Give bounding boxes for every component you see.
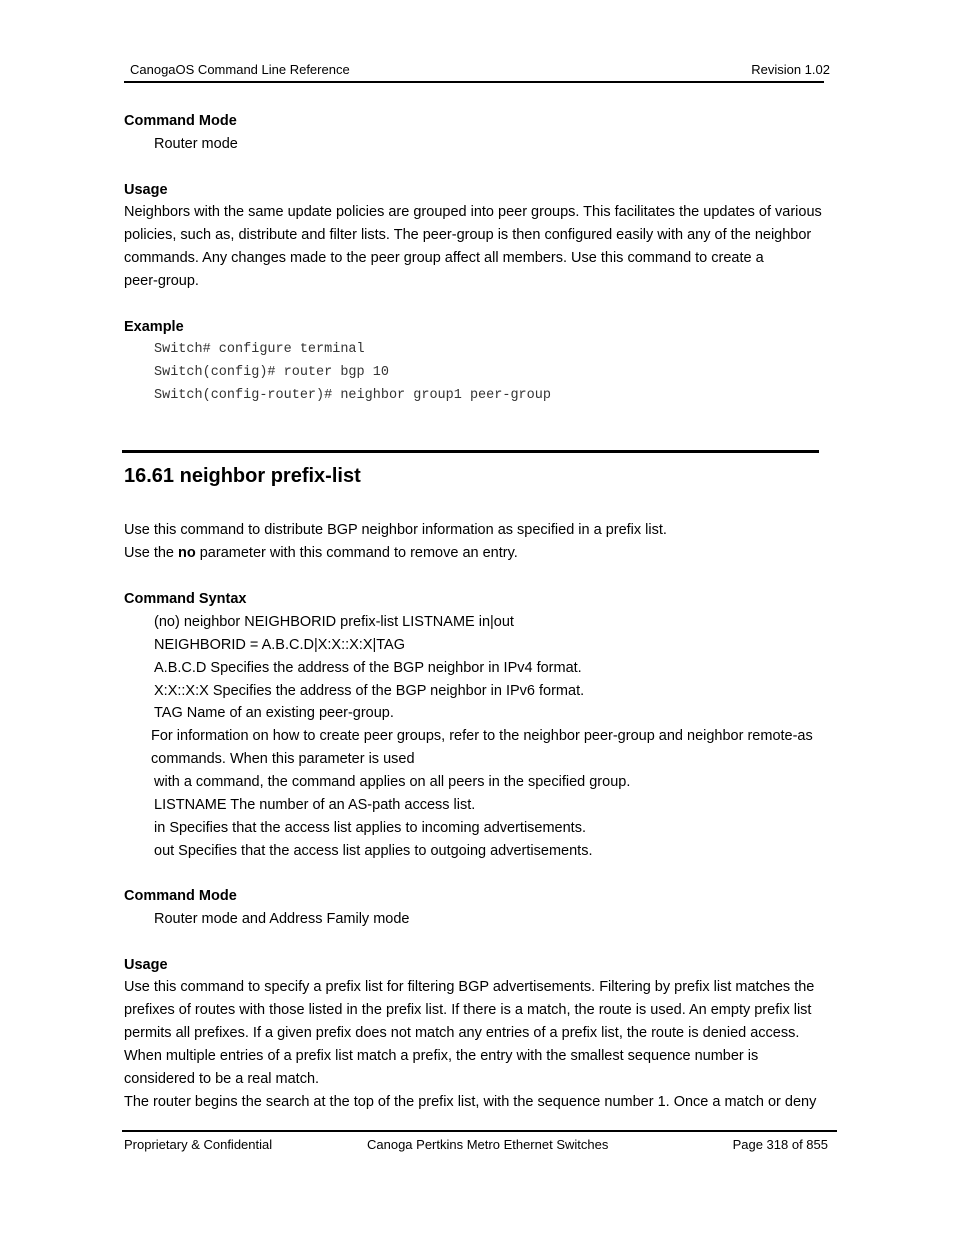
- prev-usage-paragraph: [124, 201, 836, 293]
- no-keyword: no: [178, 545, 196, 561]
- header-revision: Revision 1.02: [751, 62, 830, 77]
- section-rule: [122, 450, 819, 453]
- command-mode-heading: Command Mode: [124, 888, 237, 904]
- syntax-line: For information on how to create peer groups, refer to the neighbor peer-group and neighbor remote-as: [151, 728, 813, 744]
- command-mode-text: Router mode and Address Family mode: [154, 911, 410, 927]
- footer-rule: [122, 1130, 837, 1132]
- header-rule: [124, 81, 824, 83]
- usage-line: permits all prefixes. If a given prefix does not match any entries of a prefix list, the route is denied access.: [124, 1025, 800, 1041]
- prev-command-mode-heading: Command Mode: [124, 113, 237, 129]
- syntax-line: out Specifies that the access list applies to outgoing advertisements.: [154, 843, 593, 859]
- prev-command-mode-text: Router mode: [154, 136, 238, 152]
- footer-left: Proprietary & Confidential: [124, 1137, 273, 1152]
- usage-line: The router begins the search at the top of the prefix list, with the sequence number 1. Once a match or deny: [124, 1094, 817, 1110]
- example-code-line: Switch# configure terminal: [154, 342, 365, 357]
- example-code-line: Switch(config-router)# neighbor group1 peer-group: [154, 388, 551, 403]
- syntax-line: LISTNAME The number of an AS-path access list.: [154, 797, 476, 813]
- usage-paragraph: [124, 976, 836, 1114]
- syntax-line: X:X::X:X Specifies the address of the BGP neighbor in IPv6 format.: [154, 683, 585, 699]
- intro-text: Use the: [124, 545, 178, 561]
- usage-line: considered to be a real match.: [124, 1071, 320, 1087]
- prev-usage-line: commands. Any changes made to the peer group affect all members. Use this command to create a: [124, 250, 764, 266]
- prev-usage-line: policies, such as, distribute and filter lists. The peer-group is then configured easily with any of the neighbor: [124, 227, 812, 243]
- syntax-line: with a command, the command applies on all peers in the specified group.: [154, 774, 631, 790]
- footer-page-number: Page 318 of 855: [732, 1137, 828, 1152]
- intro-text: parameter with this command to remove an entry.: [195, 545, 518, 561]
- prev-usage-heading: Usage: [124, 182, 168, 198]
- example-code-line: Switch(config)# router bgp 10: [154, 365, 389, 380]
- usage-line: When multiple entries of a prefix list match a prefix, the entry with the smallest sequence number is: [124, 1048, 759, 1064]
- header-title: CanogaOS Command Line Reference: [130, 62, 350, 77]
- syntax-line: TAG Name of an existing peer-group.: [154, 705, 394, 721]
- syntax-line: commands. When this parameter is used: [151, 751, 415, 767]
- prev-usage-line: Neighbors with the same update policies are grouped into peer groups. This facilitates the updates of various: [124, 204, 822, 220]
- usage-heading: Usage: [124, 957, 168, 973]
- syntax-line: in Specifies that the access list applies to incoming advertisements.: [154, 820, 586, 836]
- section-title: 16.61 neighbor prefix-list: [124, 465, 361, 487]
- footer-center: Canoga Pertkins Metro Ethernet Switches: [367, 1137, 609, 1152]
- prev-example-heading: Example: [124, 319, 184, 335]
- syntax-line: NEIGHBORID = A.B.C.D|X:X::X:X|TAG: [154, 637, 406, 653]
- usage-line: Use this command to specify a prefix list for filtering BGP advertisements. Filtering by prefix list matches the: [124, 979, 815, 995]
- syntax-line: A.B.C.D Specifies the address of the BGP neighbor in IPv4 format.: [154, 660, 582, 676]
- usage-line: prefixes of routes with those listed in the prefix list. If there is a match, the route is used. An empty prefix list: [124, 1002, 812, 1018]
- intro-line: Use this command to distribute BGP neighbor information as specified in a prefix list.: [124, 522, 667, 538]
- prev-usage-line: peer-group.: [124, 273, 199, 289]
- syntax-line: (no) neighbor NEIGHBORID prefix-list LISTNAME in|out: [154, 614, 514, 630]
- intro-line-no-param: [124, 545, 518, 561]
- syntax-heading: Command Syntax: [124, 591, 247, 607]
